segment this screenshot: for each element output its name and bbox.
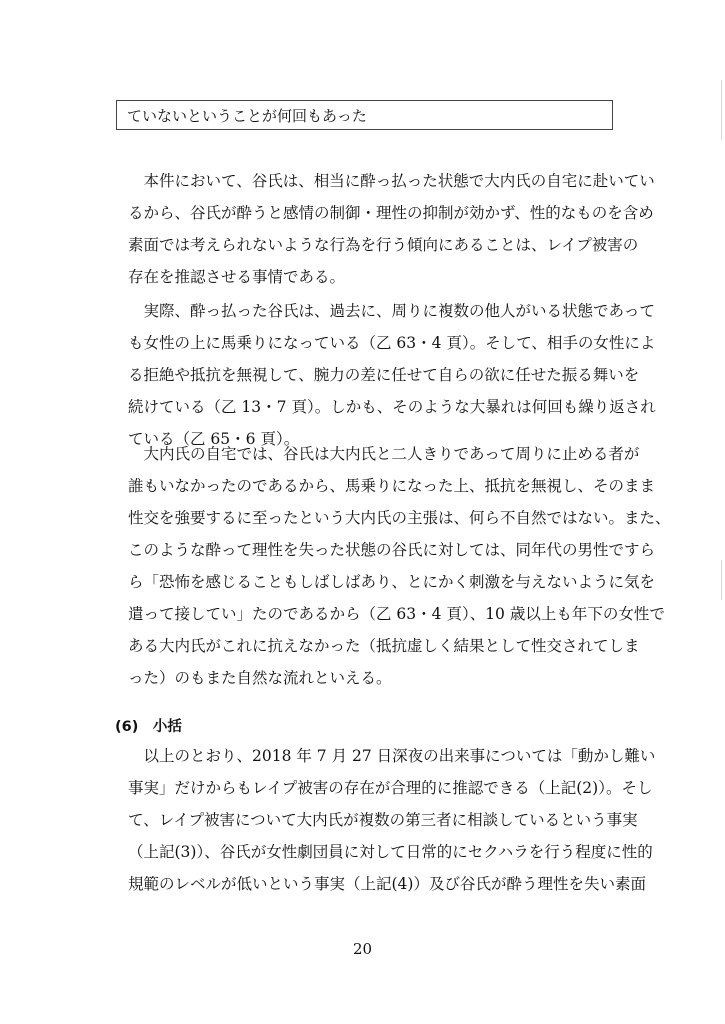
- text-line: った）のもまた自然な流れといえる。: [128, 669, 392, 687]
- paragraph-drunk-visit: [128, 165, 655, 293]
- scan-edge-mark: [721, 80, 722, 140]
- text-line: 存在を推認させる事情である。: [128, 268, 346, 286]
- text-line: 事実」だけからもレイプ被害の存在が合理的に推認できる（上記(2)）。そし: [128, 779, 653, 797]
- text-line: 本件において、谷氏は、相当に酔っ払った状態で大内氏の自宅に赴いてい: [128, 172, 655, 190]
- text-line: このような酔って理性を失った状態の谷氏に対しては、同年代の男性ですら: [128, 541, 656, 559]
- text-line: 素面では考えられないような行為を行う傾向にあることは、レイプ被害の: [128, 236, 639, 254]
- text-line: て、レイプ被害について大内氏が複数の第三者に相談しているという事実: [128, 811, 638, 829]
- text-line: ある大内氏がこれに抗えなかった（抵抗虚しく結果として性交されてしま: [128, 637, 640, 655]
- text-line: 続けている（乙 13・7 頁）。しかも、そのような大暴れは何回も繰り返され: [128, 398, 656, 416]
- paragraph-past-behavior: [128, 295, 656, 455]
- scan-edge-mark: [721, 560, 722, 600]
- text-line: る拒絶や抵抗を無視して、腕力の差に任せて自らの欲に任せた振る舞いを: [128, 366, 640, 384]
- text-line: （上記(3)）、谷氏が女性劇団員に対して日常的にセクハラを行う程度に性的: [128, 843, 653, 861]
- text-line: 性交を強要するに至ったという大内氏の主張は、何ら不自然ではない。また、: [128, 509, 671, 527]
- text-line: 規範のレベルが低いという事実（上記(4)）及び谷氏が酔う理性を失い素面: [128, 875, 646, 893]
- paragraph-home-situation: [128, 438, 671, 694]
- text-line: も女性の上に馬乗りになっている（乙 63・4 頁）。そして、相手の女性によ: [128, 334, 656, 352]
- quoted-testimony-box: [116, 100, 613, 130]
- text-line: ている（乙 65・6 頁）。: [128, 430, 300, 448]
- text-line: 遣って接してい」たのであるから（乙 63・4 頁）、10 歳以上も年下の女性で: [128, 605, 665, 623]
- page-number: 20: [352, 940, 373, 958]
- text-line: 以上のとおり、2018 年 7 月 27 日深夜の出来事については「動かし難い: [128, 747, 656, 765]
- quoted-testimony-text: ていないということが何回もあった: [127, 107, 367, 125]
- text-line: るから、谷氏が酔うと感情の制御・理性の抑制が効かず、性的なものを含め: [128, 204, 654, 222]
- text-line: 大内氏の自宅では、谷氏は大内氏と二人きりであって周りに止める者が: [128, 445, 640, 463]
- text-line: 実際、酔っ払った谷氏は、過去に、周りに複数の他人がいる状態であって: [128, 302, 655, 320]
- section-heading-summary: (6) 小括: [115, 719, 182, 735]
- text-line: 誰もいなかったのであるから、馬乗りになった上、抵抗を無視し、そのまま: [128, 477, 656, 495]
- paragraph-summary: [128, 740, 656, 900]
- text-line: ら「恐怖を感じることもしばしばあり、とにかく刺激を与えないように気を: [128, 573, 656, 591]
